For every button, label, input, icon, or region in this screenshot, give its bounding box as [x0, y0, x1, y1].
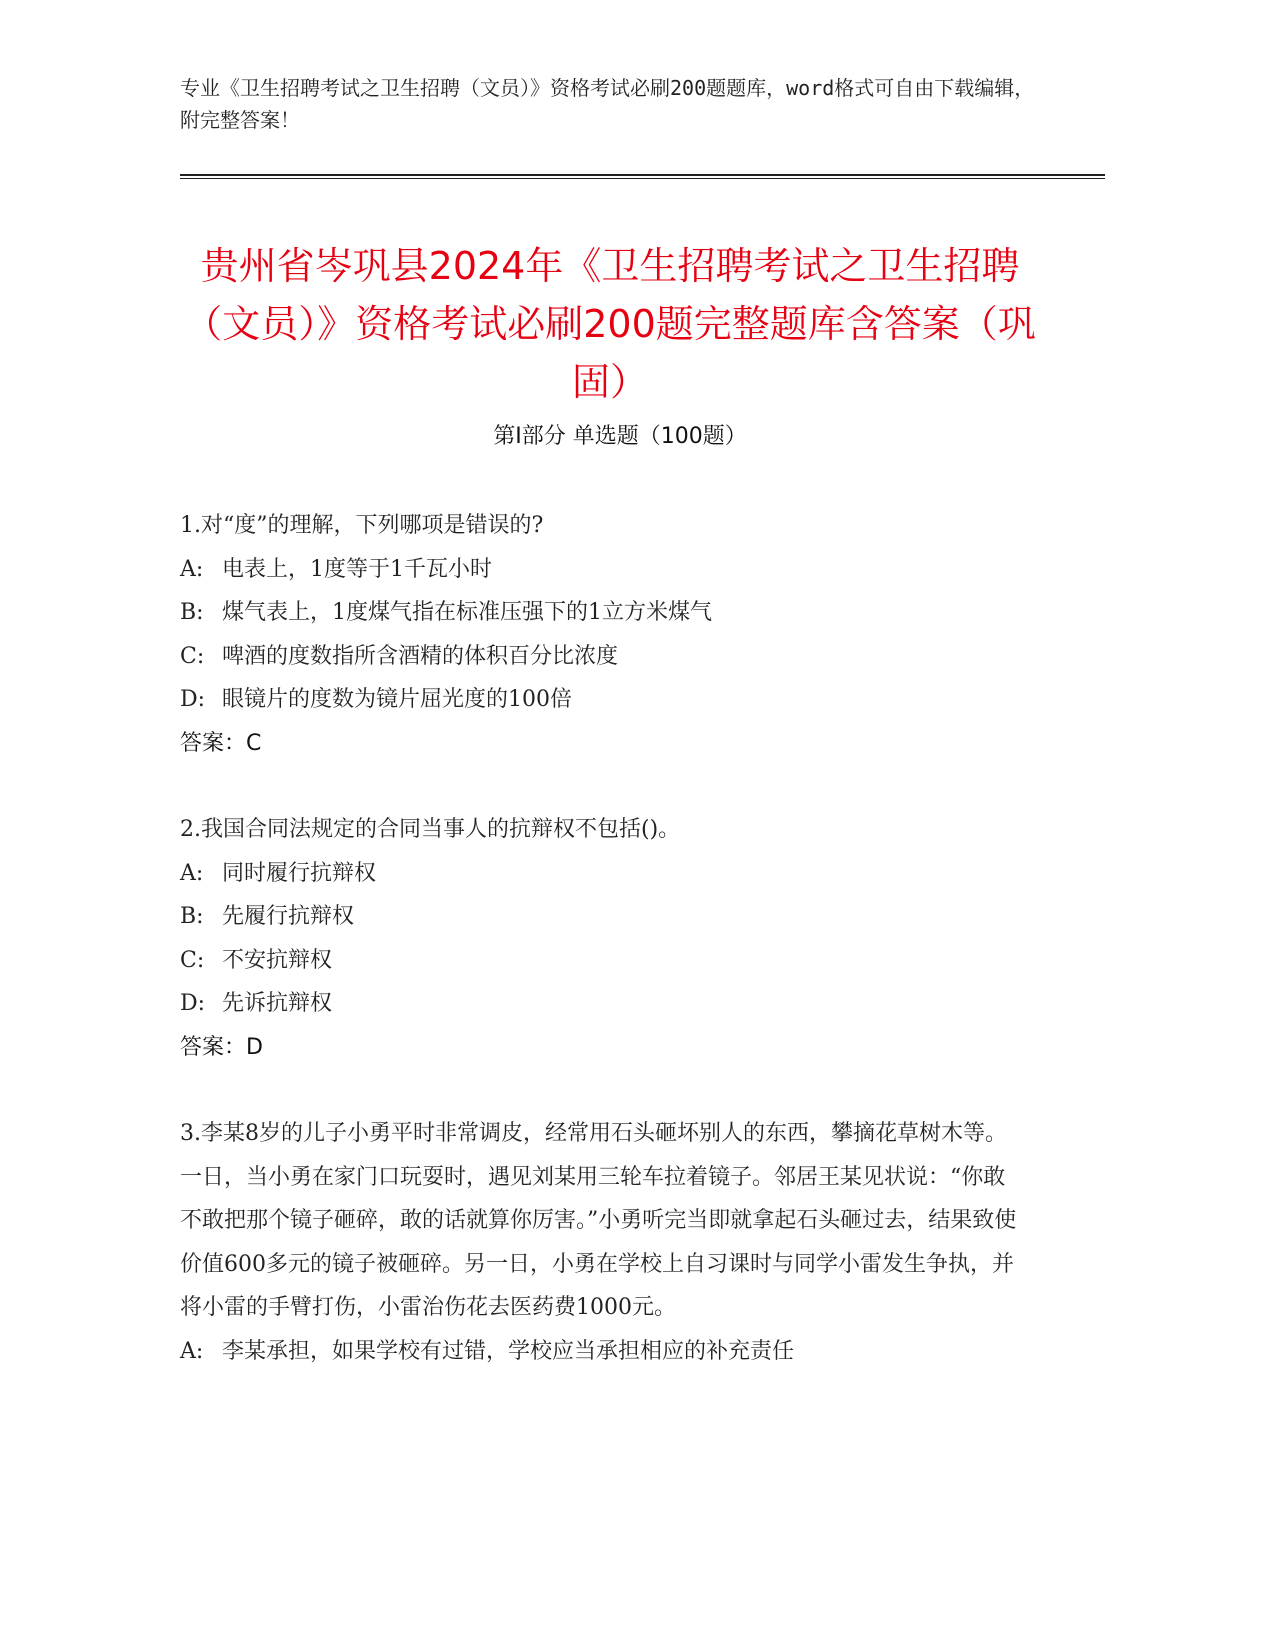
option-d — [180, 678, 1020, 722]
question-2 — [180, 808, 1020, 1069]
option-d — [180, 982, 1020, 1026]
option-key: A: — [180, 1338, 204, 1364]
option-a — [180, 852, 1020, 896]
option-text: 电表上，1度等于1千瓦小时 — [222, 556, 492, 582]
section-heading: 第Ⅰ部分 单选题（100题） — [493, 424, 747, 449]
option-key: C: — [180, 947, 205, 973]
option-text: 眼镜片的度数为镜片屈光度的100倍 — [222, 687, 572, 712]
option-text: 煤气表上，1度煤气指在标准压强下的1立方米煤气 — [222, 600, 712, 625]
option-key: B: — [180, 600, 204, 625]
question-stem: 3.李某8岁的儿子小勇平时非常调皮，经常用石头砸坏别人的东西，攀摘花草树木等。一日，当小勇在家门口玩耍时，遇见刘某用三轮车拉着镜子。邻居王某见状说：“你敢不敢把那个镜子砸碎，敢的话就算你厉害。”小勇听完当即就拿起石头砸过去，结果致使价值600多元的镜子被砸碎。另一日，小勇在学校上自习课时与同学小雷发生争执，并将小雷的手臂打伤，小雷治伤花去医药费1000元。 — [180, 1121, 1017, 1320]
answer-line: 答案：C — [180, 730, 262, 756]
option-c — [180, 635, 1020, 679]
option-key: C: — [180, 643, 205, 669]
option-key: A: — [180, 860, 204, 886]
answer-line: 答案：D — [180, 1034, 263, 1060]
option-b — [180, 591, 1020, 635]
option-c — [180, 939, 1020, 983]
option-text: 不安抗辩权 — [222, 947, 333, 973]
question-list — [180, 504, 1020, 1416]
option-a — [180, 1330, 1020, 1374]
question-stem: 2.我国合同法规定的合同当事人的抗辩权不包括()。 — [180, 817, 681, 842]
option-text: 啤酒的度数指所含酒精的体积百分比浓度 — [222, 643, 619, 669]
document-title: 贵州省岑巩县2024年《卫生招聘考试之卫生招聘（文员）》资格考试必刷200题完整题库含答案（巩固） — [184, 244, 1036, 405]
option-key: B: — [180, 904, 204, 929]
option-key: D: — [180, 687, 206, 712]
header-divider — [180, 174, 1105, 179]
option-text: 先履行抗辩权 — [222, 904, 355, 929]
header-note: 专业《卫生招聘考试之卫生招聘（文员）》资格考试必刷200题题库，word格式可自由下载编辑，附完整答案！ — [180, 76, 1035, 132]
question-stem: 1.对“度”的理解，下列哪项是错误的? — [180, 513, 544, 538]
option-a — [180, 548, 1020, 592]
question-3 — [180, 1112, 1020, 1373]
option-text: 李某承担，如果学校有过错，学校应当承担相应的补充责任 — [222, 1338, 795, 1364]
option-text: 同时履行抗辩权 — [222, 860, 377, 886]
option-key: D: — [180, 991, 206, 1016]
option-b — [180, 895, 1020, 939]
question-1 — [180, 504, 1020, 765]
option-text: 先诉抗辩权 — [222, 991, 333, 1016]
option-key: A: — [180, 556, 204, 582]
